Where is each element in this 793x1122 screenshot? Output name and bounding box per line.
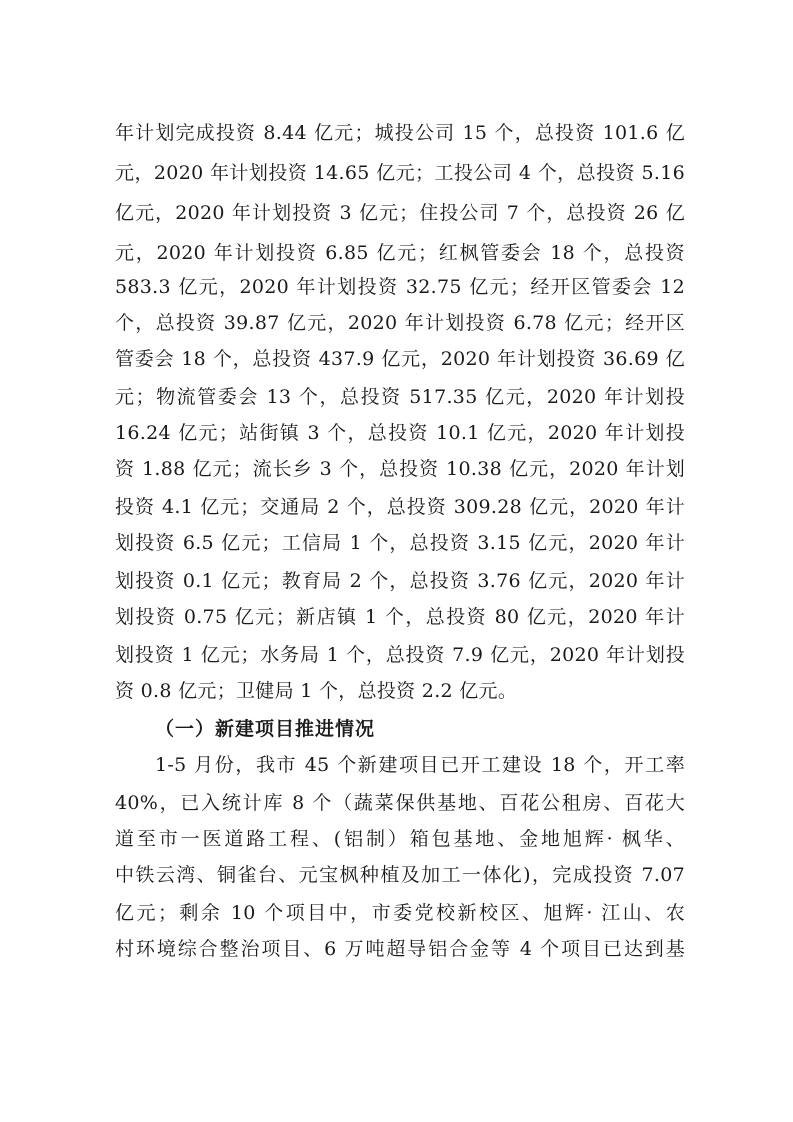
paragraph-1-line-7: 管委会 18 个，总投资 437.9 亿元，2020 年计划投资 36.69 亿	[115, 348, 685, 370]
paragraph-1-line-14: 划投资 0.75 亿元；新店镇 1 个，总投资 80 亿元，2020 年计	[115, 606, 685, 628]
paragraph-2-line-2: 40%，已入统计库 8 个（蔬菜保供基地、百花公租房、百花大	[115, 792, 685, 814]
paragraph-2-line-3: 道至市一医道路工程、(铝制）箱包基地、金地旭辉· 枫华、	[115, 828, 685, 850]
paragraph-2-line-4: 中铁云湾、铜雀台、元宝枫种植及加工一体化)，完成投资 7.07	[115, 864, 685, 886]
paragraph-1-line-1: 年计划完成投资 8.44 亿元；城投公司 15 个，总投资 101.6 亿	[115, 122, 685, 144]
paragraph-1-line-10: 资 1.88 亿元；流长乡 3 个，总投资 10.38 亿元，2020 年计划	[115, 458, 685, 480]
paragraph-1-line-9: 16.24 亿元；站街镇 3 个，总投资 10.1 亿元，2020 年计划投	[115, 422, 685, 444]
paragraph-1-line-5: 583.3 亿元，2020 年计划投资 32.75 亿元；经开区管委会 12	[115, 276, 685, 298]
paragraph-1-line-8: 元；物流管委会 13 个，总投资 517.35 亿元，2020 年计划投	[115, 386, 685, 408]
paragraph-2-line-1: 1-5 月份，我市 45 个新建项目已开工建设 18 个，开工率	[155, 754, 685, 776]
paragraph-1-line-13: 划投资 0.1 亿元；教育局 2 个，总投资 3.76 亿元，2020 年计	[115, 570, 685, 592]
paragraph-1-line-4: 元，2020 年计划投资 6.85 亿元；红枫管委会 18 个，总投资	[115, 242, 685, 264]
paragraph-2-line-5: 亿元；剩余 10 个项目中，市委党校新校区、旭辉· 江山、农	[115, 902, 685, 924]
paragraph-1-line-12: 划投资 6.5 亿元；工信局 1 个，总投资 3.15 亿元，2020 年计	[115, 532, 685, 554]
section-heading: （一）新建项目推进情况	[155, 718, 376, 740]
paragraph-1-line-3: 亿元，2020 年计划投资 3 亿元；住投公司 7 个，总投资 26 亿	[115, 202, 685, 224]
paragraph-1-line-11: 投资 4.1 亿元；交通局 2 个，总投资 309.28 亿元，2020 年计	[115, 496, 685, 518]
paragraph-1-line-15: 划投资 1 亿元；水务局 1 个，总投资 7.9 亿元，2020 年计划投	[115, 644, 685, 666]
paragraph-1-line-16: 资 0.8 亿元；卫健局 1 个，总投资 2.2 亿元。	[115, 680, 518, 702]
paragraph-1-line-6: 个，总投资 39.87 亿元，2020 年计划投资 6.78 亿元；经开区	[115, 312, 685, 334]
paragraph-2-line-6: 村环境综合整治项目、6 万吨超导铝合金等 4 个项目已达到基	[115, 938, 685, 960]
paragraph-1-line-2: 元，2020 年计划投资 14.65 亿元；工投公司 4 个，总投资 5.16	[115, 162, 685, 184]
